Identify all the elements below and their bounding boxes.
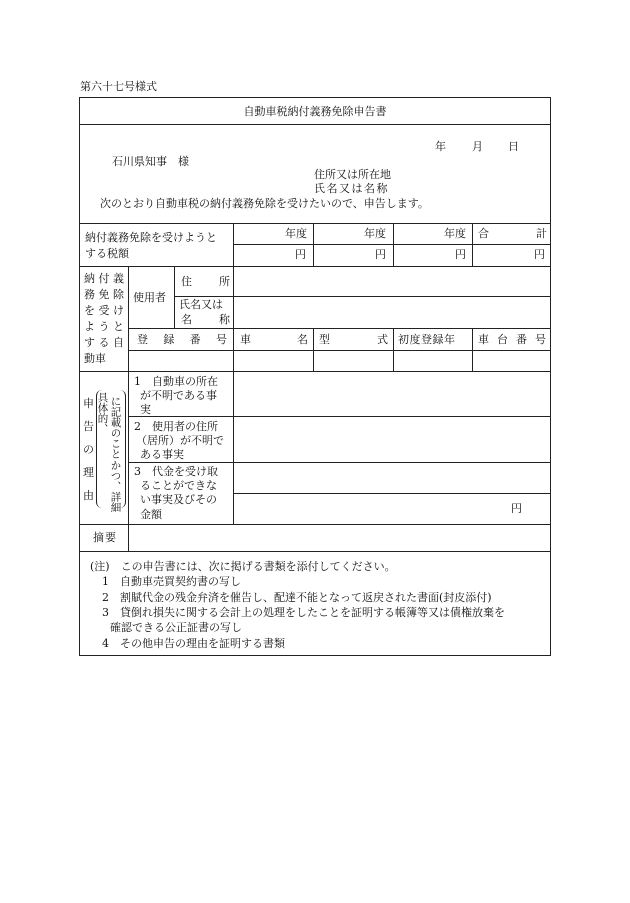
- date-day: 日: [508, 140, 519, 153]
- divider: [313, 328, 314, 371]
- name-field-label-2b: 称: [219, 313, 230, 326]
- tax-year-header-3: 年度: [444, 227, 466, 240]
- first-registration-year-header: 初度登録年: [398, 333, 456, 346]
- car-name-header-1: 車: [240, 333, 251, 346]
- vehicle-label-row6: 動車: [84, 352, 106, 365]
- reason-label-5: 由: [83, 489, 94, 502]
- note-item-3: 3 貸倒れ損失に関する会計上の処理をしたことを証明する帳簿等又は債権放棄を: [102, 606, 505, 619]
- reason-item-3-line2: ることができな: [140, 479, 217, 492]
- name-field-label-1: 氏名又は: [179, 298, 223, 311]
- divider: [174, 296, 551, 297]
- divider: [79, 371, 551, 372]
- divider: [233, 266, 234, 371]
- divider: [233, 223, 234, 266]
- addressee: 石川県知事 様: [112, 155, 189, 168]
- instruction-text-col1: 具体的、: [96, 392, 109, 434]
- reason-item-2-line1: 2 使用者の住所: [134, 420, 218, 433]
- reason-label-2: 告: [83, 420, 94, 433]
- vehicle-label-row1: 納 付 義: [84, 272, 124, 285]
- reason-label-1: 申: [83, 397, 94, 410]
- divider: [128, 462, 551, 463]
- tax-year-header-1: 年度: [285, 227, 307, 240]
- address-field-label-2: 所: [219, 275, 230, 288]
- reason-item-3-line3: い事実及びその: [140, 493, 217, 506]
- reason-item-3-line4: 金額: [140, 508, 162, 521]
- reason-item-2-line3: ある事実: [140, 448, 184, 461]
- vehicle-label-row2: 務 免 除: [84, 288, 124, 301]
- intro-text: 次のとおり自動車税の納付義務免除を受けたいので、申告します。: [100, 197, 429, 210]
- divider: [128, 328, 551, 329]
- tax-label-line1: 納付義務免除を受けようと: [85, 231, 217, 244]
- note-item-2: 2 割賦代金の残金弁済を催告し、配達不能となって返戻された書面(封皮添付): [102, 591, 492, 604]
- tax-yen-2: 円: [375, 248, 386, 261]
- name-field-label-2a: 名: [181, 313, 192, 326]
- tax-label-line2: する税額: [85, 247, 129, 260]
- divider: [128, 416, 551, 417]
- divider: [233, 493, 551, 494]
- divider: [313, 223, 314, 266]
- divider: [79, 551, 551, 552]
- instruction-text-col2: に記載のこと: [109, 396, 122, 459]
- car-name-header-2: 名: [297, 333, 308, 346]
- notes-heading: (注) この申告書には、次に掲げる書類を添付してください。: [90, 560, 396, 573]
- tax-yen-1: 円: [295, 248, 306, 261]
- note-item-4: 4 その他申告の理由を証明する書類: [102, 637, 285, 650]
- chassis-number-header: 車 台 番 号: [478, 333, 546, 346]
- reason-item-1-line1: 1 自動車の所在: [134, 375, 218, 388]
- divider: [79, 524, 551, 525]
- tax-yen-3: 円: [455, 248, 466, 261]
- divider: [128, 524, 129, 551]
- divider: [128, 371, 129, 524]
- divider: [174, 266, 175, 328]
- reason-item-1-line3: 実: [140, 403, 151, 416]
- divider: [79, 124, 551, 125]
- divider: [393, 328, 394, 371]
- instruction-text-col3: かつ、詳細: [109, 460, 122, 513]
- divider: [128, 350, 551, 351]
- vehicle-label-row4: よ う と: [84, 320, 124, 333]
- reason-item-1-line2: が不明である事: [140, 389, 217, 402]
- date-month: 月: [472, 140, 483, 153]
- reason-item-3-line1: 3 代金を受け取: [134, 465, 218, 478]
- form-title: 自動車税納付義務免除申告書: [243, 105, 387, 118]
- note-item-3-cont: 確認できる公正証書の写し: [110, 621, 242, 634]
- remarks-label: 摘要: [93, 531, 117, 544]
- divider: [472, 223, 473, 266]
- divider: [233, 371, 234, 524]
- reason-item-2-line2: （居所）が不明で: [136, 434, 224, 447]
- form-number: 第六十七号様式: [80, 80, 157, 93]
- note-item-1: 1 自動車売買契約書の写し: [102, 575, 241, 588]
- divider: [128, 266, 129, 371]
- total-header-2: 計: [536, 227, 547, 240]
- vehicle-label-row5: す る 自: [84, 336, 124, 349]
- divider: [233, 244, 551, 245]
- reason-label-4: 理: [83, 466, 94, 479]
- model-header-2: 式: [377, 333, 388, 346]
- tax-yen-total: 円: [534, 248, 545, 261]
- user-label: 使用者: [133, 291, 166, 304]
- registration-number-header: 登 録 番 号: [137, 333, 227, 346]
- address-field-label-1: 住: [181, 275, 192, 288]
- reason-label-3: の: [83, 443, 94, 456]
- reason-amount-yen: 円: [511, 502, 522, 515]
- address-label: 住所又は所在地: [314, 168, 391, 181]
- vehicle-label-row3: を 受 け: [84, 304, 124, 317]
- divider: [472, 328, 473, 371]
- tax-year-header-2: 年度: [364, 227, 386, 240]
- model-header-1: 型: [319, 333, 330, 346]
- divider: [79, 223, 551, 224]
- name-label: 氏名又は名称: [314, 182, 389, 195]
- date-year: 年: [435, 140, 446, 153]
- divider: [393, 223, 394, 266]
- divider: [79, 266, 551, 267]
- total-header-1: 合: [478, 227, 489, 240]
